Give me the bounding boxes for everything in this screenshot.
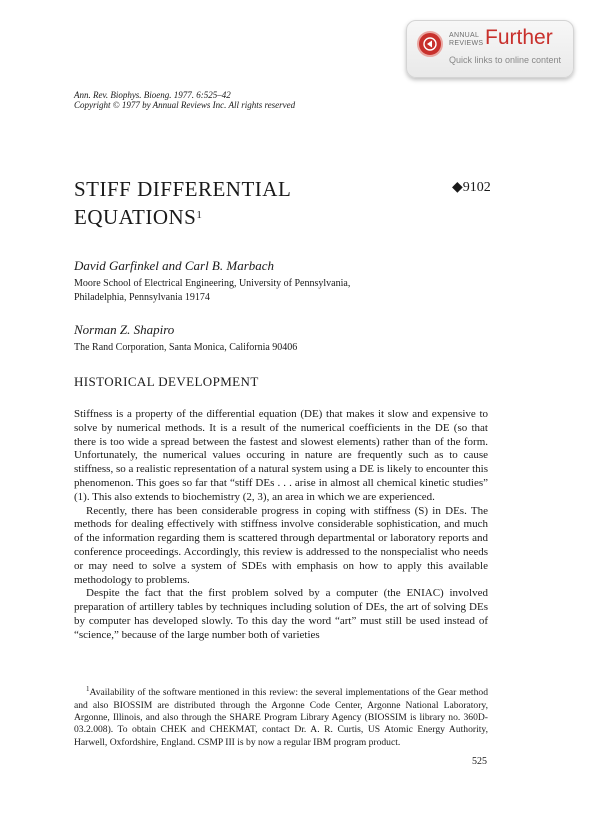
footnote-text: Availability of the software mentioned in this review: the several implementations of the Gear method and also BIOSSIM are distributed through the Argonne Code Center, Argonne National Laboratory, Argonne, Illinois, and also through the SHARE Program Library Agency (BIOSSIM is library no. 360D-03.2.008). To obtain CHEK and CHEKMAT, contact Dr. A. R. Curtis, US Atomic Energy Authority, Harwell, Oxfordshire, England. CSMP III is by now a regular IBM program product. (74, 687, 488, 748)
paragraph: Stiffness is a property of the differential equation (DE) that makes it slow and expensive to solve by numerical methods. It is a result of the numerical coefficients in the DE (so that there is too wide a spread between the fastest and slowest elements) rather than of the form. Unfortunately, the numerical values occuring in nature are frequently such as to cause stiffness, so a realistic representation of a natural system using a DE is likely to encounter this phenomenon. This goes so far that “stiff DEs . . . arise in almost all chemical kinetic studies” (1). This also extends to biochemistry (2, 3), an area in which we are experienced. (74, 408, 488, 503)
article-title (74, 175, 291, 231)
author-affiliation-2: The Rand Corporation, Santa Monica, California 90406 (74, 342, 298, 353)
journal-citation (74, 90, 295, 110)
further-subtitle: Quick links to online content (449, 55, 562, 65)
body-text (74, 408, 488, 643)
copyright-line: Copyright © 1977 by Annual Reviews Inc. All rights reserved (74, 100, 296, 110)
title-footnote-mark[interactable]: 1 (196, 209, 203, 221)
further-banner[interactable] (406, 20, 574, 78)
further-label: Further (485, 26, 553, 49)
author-affiliation-1: Moore School of Electrical Engineering, University of Pennsylvania, Philadelphia, Pennsylvania 19174 (74, 278, 351, 303)
annual-reviews-wordmark: ANNUAL REVIEWS (449, 32, 484, 47)
page-number: 525 (472, 756, 487, 767)
footnote (74, 683, 488, 749)
title-line-2: EQUATIONS$^1$ (74, 205, 203, 229)
author-names-1: David Garfinkel and Carl B. Marbach (74, 258, 275, 273)
footnote-mark: 1 (86, 685, 90, 693)
play-icon (417, 31, 443, 57)
article-code: ◆9102 (452, 180, 491, 195)
citation-line: Ann. Rev. Biophys. Bioeng. 1977. 6:525–42 (74, 90, 231, 100)
author-names-2: Norman Z. Shapiro (74, 322, 175, 337)
paragraph: Despite the fact that the first problem solved by a computer (the ENIAC) involved preparation of artillery tables by techniques including solution of DEs, the art of solving DEs by computer has developed slowly. To this day the word “art” must still be used instead of “science,” because of the large number both of varieties (74, 587, 488, 641)
paragraph: Recently, there has been considerable progress in coping with stiffness (S) in DEs. The methods for dealing effectively with stiffness involve considerable sophistication, and much of the information regarding them is scattered through departmental or laboratory reports and conference proceedings. Accordingly, this review is addressed to the nonspecialist who needs or may need to solve a system of SDEs with emphasis on how to apply this available methodology to problems. (74, 504, 488, 586)
section-heading: HISTORICAL DEVELOPMENT (74, 374, 259, 389)
title-line-1: STIFF DIFFERENTIAL (74, 177, 292, 201)
